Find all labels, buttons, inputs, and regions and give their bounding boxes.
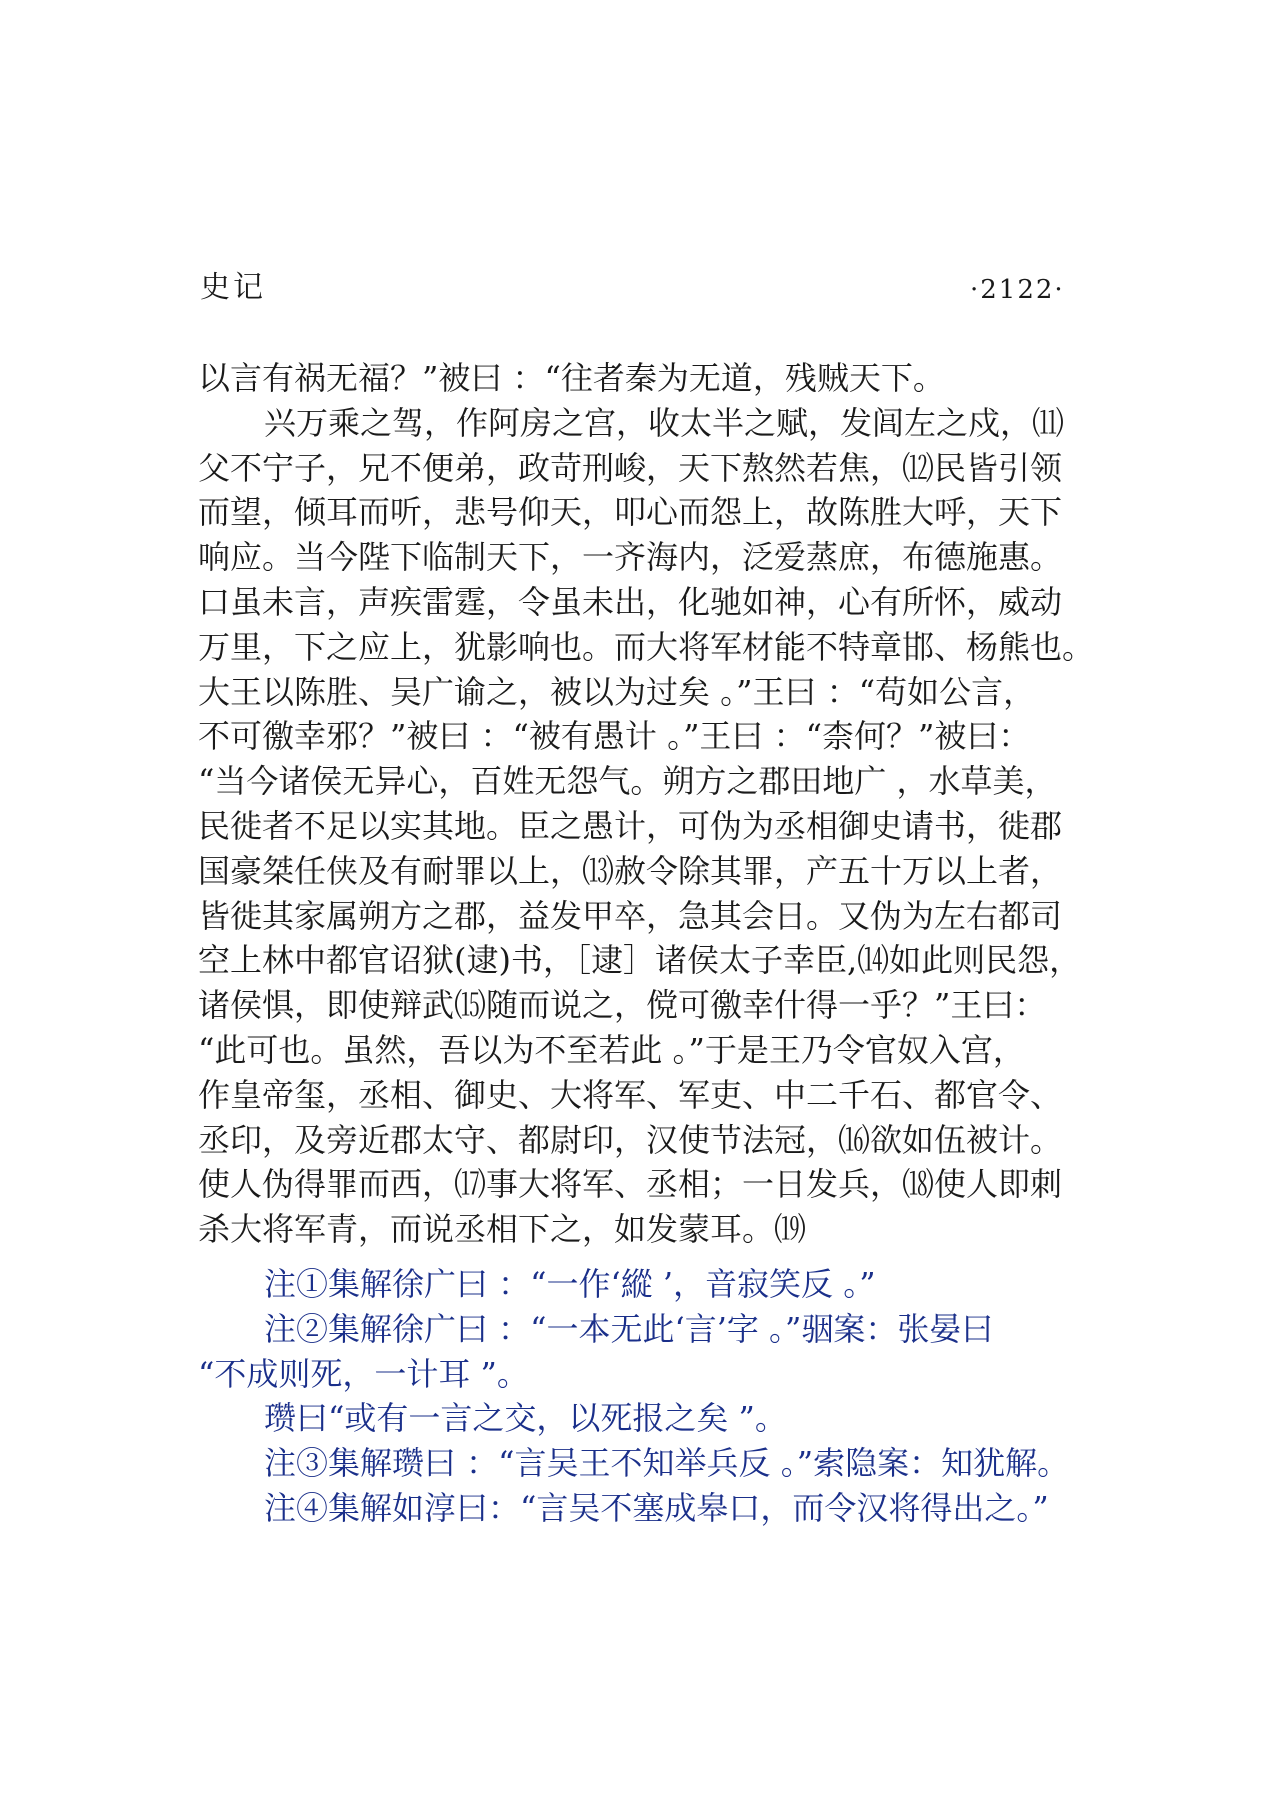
text-line: 而望，倾耳而听，悲号仰天，叩心而怨上，故陈胜大呼，天下: [198, 493, 1063, 532]
note-line: 注①集解徐广曰 ：“一作‘縱 ’，音寂笑反 。”: [264, 1265, 876, 1303]
note-line: 注③集解瓒曰 ：“言吴王不知举兵反 。”索隐案：知犹解。: [264, 1444, 1070, 1483]
text-line: 万里，下之应上，犹影响也。而大将军材能不特章邯、杨熊也。: [198, 627, 1095, 666]
text-line: 口虽未言，声疾雷霆，令虽未出，化驰如神，心有所怀，威动: [198, 582, 1063, 621]
main-text: [198, 356, 1128, 1252]
note-line: 注②集解徐广曰 ：“一本无此‘言’字 。”骃案：张晏曰: [264, 1309, 994, 1348]
page-number: ·2122·: [970, 275, 1065, 305]
annotation-notes: [198, 1262, 1128, 1531]
note-line: 瓒曰“或有一言之交，以死报之矣 ”。: [264, 1399, 787, 1438]
note-line: “不成则死，一计耳 ”。: [198, 1354, 529, 1393]
text-line: 诸侯惧，即使辩武⒂随而说之，傥可徼幸什得一乎？”王曰：: [198, 986, 1047, 1025]
text-line: 以言有祸无福？”被曰 ：“往者秦为无道，残贼天下。: [198, 359, 945, 397]
note-line: 注④集解如淳曰：“言吴不塞成皋口，而令汉将得出之。”: [264, 1488, 1049, 1527]
text-line: 国豪桀任侠及有耐罪以上，⒀赦令除其罪，产五十万以上者，: [198, 851, 1063, 890]
text-line: 作皇帝玺，丞相、御史、大将军、军吏、中二千石、都官令、: [198, 1075, 1063, 1114]
text-line: 兴万乘之驾，作阿房之宫，收太半之赋，发闾左之戍，⑾: [264, 403, 1065, 442]
text-line: 不可徼幸邪？”被曰 ：“被有愚计 。”王曰 ：“柰何？”被曰：: [198, 717, 1031, 756]
text-line: 丞印，及旁近郡太守、都尉印，汉使节法冠，⒃欲如伍被计。: [198, 1120, 1063, 1159]
text-line: 空上林中都官诏狱(逮)书，［逮］诸侯太子幸臣,⒁如此则民怨，: [198, 941, 1082, 980]
text-line: 响应。当今陛下临制天下，一齐海内，泛爱蒸庶，布德施惠。: [198, 538, 1063, 577]
book-title: 史记: [200, 270, 266, 305]
text-line: 杀大将军青，而说丞相下之，如发蒙耳。⒆: [198, 1210, 807, 1249]
text-line: “当今诸侯无异心，百姓无怨气。朔方之郡田地广 ，水草美，: [198, 762, 1057, 801]
text-line: 父不宁子，兄不便弟，政苛刑峻，天下熬然若焦，⑿民皆引领: [198, 448, 1063, 487]
text-line: 皆徙其家属朔方之郡，益发甲卒，急其会日。又伪为左右都司: [198, 896, 1063, 935]
text-line: 大王以陈胜、吴广谕之，被以为过矣 。”王曰 ：“苟如公言，: [198, 672, 1036, 711]
text-line: 民徙者不足以实其地。臣之愚计，可伪为丞相御史请书，徙郡: [198, 806, 1063, 845]
text-line: “此可也。虽然，吾以为不至若此 。”于是王乃令官奴入宫，: [198, 1030, 1025, 1069]
text-line: 使人伪得罪而西，⒄事大将军、丞相；一日发兵，⒅使人即刺: [198, 1165, 1063, 1204]
